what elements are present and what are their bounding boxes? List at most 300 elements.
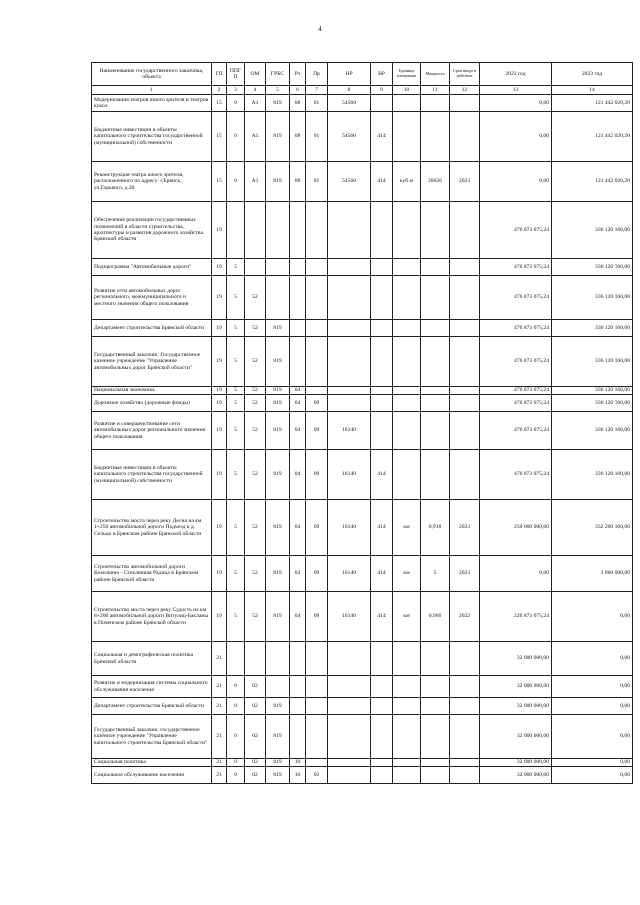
- cell-grbs: 819: [266, 395, 290, 412]
- cell-amount-2023: 0,00: [552, 715, 633, 759]
- column-index: 14: [552, 86, 633, 95]
- cell-ppgp: 0: [227, 759, 245, 767]
- cell-gp: 21: [212, 767, 227, 784]
- table-row: [92, 276, 633, 320]
- cell-amount-2022: 476 873 075,24: [480, 337, 552, 387]
- cell-om: А1: [245, 112, 266, 162]
- cell-capacity: [421, 450, 450, 500]
- cell-nr: 54560: [328, 112, 371, 162]
- cell-commission-date: [450, 320, 480, 337]
- cell-gp: 21: [212, 642, 227, 676]
- header-row: [92, 63, 633, 86]
- cell-nr: 16140: [328, 556, 371, 592]
- cell-commission-date: 2023: [450, 500, 480, 556]
- cell-amount-2023: 0,00: [552, 698, 633, 715]
- cell-ppgp: 0: [227, 715, 245, 759]
- cell-unit: [393, 715, 421, 759]
- cell-gp: 15: [212, 112, 227, 162]
- cell-ppgp: 5: [227, 556, 245, 592]
- cell-name: Реконструкция театра юного зрителя, расположенного по адресу: г.Брянск, ул.Горького, д.20: [92, 162, 212, 202]
- cell-gp: 19: [212, 387, 227, 395]
- cell-capacity: 0,918: [421, 500, 450, 556]
- cell-gp: 21: [212, 676, 227, 698]
- cell-vr: 414: [371, 556, 393, 592]
- cell-gp: 19: [212, 450, 227, 500]
- page-number: 4: [318, 25, 322, 33]
- column-index: 5: [266, 86, 290, 95]
- cell-grbs: 819: [266, 387, 290, 395]
- cell-pr: 09: [306, 395, 328, 412]
- cell-ppgp: 5: [227, 395, 245, 412]
- cell-unit: [393, 276, 421, 320]
- cell-vr: [371, 698, 393, 715]
- cell-amount-2022: 0,00: [480, 95, 552, 112]
- cell-unit: [393, 320, 421, 337]
- cell-rz: [290, 202, 306, 259]
- cell-vr: 414: [371, 450, 393, 500]
- cell-rz: 04: [290, 387, 306, 395]
- cell-rz: 04: [290, 556, 306, 592]
- column-index: 3: [227, 86, 245, 95]
- table-row: [92, 162, 633, 202]
- header-year-2023: 2023 год: [552, 63, 633, 86]
- cell-nr: [328, 676, 371, 698]
- table-row: [92, 500, 633, 556]
- header-gp: ГП: [212, 63, 227, 86]
- budget-table: [91, 62, 633, 784]
- column-index: 4: [245, 86, 266, 95]
- cell-gp: 21: [212, 698, 227, 715]
- cell-ppgp: 0: [227, 95, 245, 112]
- cell-vr: [371, 715, 393, 759]
- table-row: [92, 767, 633, 784]
- cell-name: Бюджетные инвестиции в объекты капитального строительства государственной (муниципальной) собственности: [92, 450, 212, 500]
- cell-ppgp: 0: [227, 698, 245, 715]
- cell-capacity: [421, 642, 450, 676]
- cell-ppgp: 5: [227, 412, 245, 450]
- cell-name: Подпрограмма "Автомобильные дороги": [92, 259, 212, 276]
- cell-nr: [328, 715, 371, 759]
- cell-amount-2023: 336 120 160,00: [552, 259, 633, 276]
- cell-rz: [290, 715, 306, 759]
- cell-amount-2023: 3 860 000,00: [552, 556, 633, 592]
- header-grbs: ГРБС: [266, 63, 290, 86]
- cell-name: Дорожное хозяйство (дорожные фонды): [92, 395, 212, 412]
- cell-amount-2022: 0,00: [480, 162, 552, 202]
- cell-name: Социальное обслуживание населения: [92, 767, 212, 784]
- cell-om: 52: [245, 412, 266, 450]
- table-row: [92, 556, 633, 592]
- table-row: [92, 202, 633, 259]
- cell-om: 52: [245, 276, 266, 320]
- cell-ppgp: [227, 642, 245, 676]
- cell-amount-2022: 32 000 000,00: [480, 759, 552, 767]
- cell-nr: [328, 642, 371, 676]
- cell-grbs: 819: [266, 320, 290, 337]
- cell-commission-date: [450, 676, 480, 698]
- cell-vr: 414: [371, 592, 393, 642]
- cell-amount-2022: 0,00: [480, 112, 552, 162]
- header-year-2022: 2022 год: [480, 63, 552, 86]
- cell-amount-2022: 476 873 075,24: [480, 202, 552, 259]
- cell-unit: куб.м: [393, 162, 421, 202]
- cell-grbs: [266, 276, 290, 320]
- cell-capacity: [421, 259, 450, 276]
- cell-amount-2023: 0,00: [552, 642, 633, 676]
- cell-ppgp: 0: [227, 767, 245, 784]
- cell-commission-date: 2023: [450, 162, 480, 202]
- cell-nr: [328, 276, 371, 320]
- cell-nr: [328, 337, 371, 387]
- cell-commission-date: [450, 259, 480, 276]
- cell-commission-date: [450, 276, 480, 320]
- cell-amount-2023: 336 120 160,00: [552, 450, 633, 500]
- table-row: [92, 592, 633, 642]
- cell-grbs: 819: [266, 698, 290, 715]
- cell-ppgp: 0: [227, 162, 245, 202]
- cell-gp: 19: [212, 500, 227, 556]
- cell-om: 02: [245, 715, 266, 759]
- table-row: [92, 676, 633, 698]
- cell-ppgp: [227, 202, 245, 259]
- cell-nr: [328, 767, 371, 784]
- cell-amount-2022: 32 000 000,00: [480, 698, 552, 715]
- column-index: 1: [92, 86, 212, 95]
- cell-commission-date: 2023: [450, 556, 480, 592]
- cell-amount-2022: 32 000 000,00: [480, 715, 552, 759]
- cell-om: 02: [245, 676, 266, 698]
- column-index-row: [92, 86, 633, 95]
- cell-rz: 08: [290, 112, 306, 162]
- cell-gp: 19: [212, 320, 227, 337]
- table-row: [92, 642, 633, 676]
- cell-pr: 09: [306, 450, 328, 500]
- cell-commission-date: [450, 698, 480, 715]
- cell-name: Строительство автомобильной дороги Козелкино - Стеклянная Радица в Брянском районе Брянской области: [92, 556, 212, 592]
- cell-grbs: [266, 676, 290, 698]
- cell-commission-date: 2022: [450, 592, 480, 642]
- cell-vr: [371, 759, 393, 767]
- cell-capacity: [421, 276, 450, 320]
- cell-unit: км: [393, 500, 421, 556]
- cell-capacity: [421, 202, 450, 259]
- cell-amount-2023: 336 120 160,00: [552, 337, 633, 387]
- cell-vr: [371, 320, 393, 337]
- cell-unit: [393, 767, 421, 784]
- cell-pr: 01: [306, 162, 328, 202]
- column-index: 6: [290, 86, 306, 95]
- cell-gp: 21: [212, 759, 227, 767]
- cell-pr: [306, 387, 328, 395]
- cell-capacity: [421, 337, 450, 387]
- cell-pr: 01: [306, 112, 328, 162]
- table-row: [92, 412, 633, 450]
- cell-name: Обеспечение реализации государственных полномочий в области строительства, архитектуры и развития дорожного хозяйства Брянской области: [92, 202, 212, 259]
- cell-amount-2022: 32 000 000,00: [480, 676, 552, 698]
- column-index: 11: [421, 86, 450, 95]
- header-rz: Рз: [290, 63, 306, 86]
- cell-rz: [290, 259, 306, 276]
- cell-grbs: 819: [266, 412, 290, 450]
- cell-gp: 19: [212, 592, 227, 642]
- cell-pr: [306, 715, 328, 759]
- cell-rz: 04: [290, 450, 306, 500]
- cell-vr: [371, 767, 393, 784]
- cell-vr: [371, 276, 393, 320]
- cell-grbs: [266, 642, 290, 676]
- cell-gp: 19: [212, 259, 227, 276]
- cell-pr: 09: [306, 412, 328, 450]
- cell-rz: [290, 337, 306, 387]
- cell-capacity: [421, 715, 450, 759]
- cell-vr: [371, 412, 393, 450]
- cell-commission-date: [450, 715, 480, 759]
- cell-capacity: [421, 112, 450, 162]
- table-row: [92, 112, 633, 162]
- cell-om: 02: [245, 698, 266, 715]
- cell-commission-date: [450, 387, 480, 395]
- cell-name: Развитие и совершенствование сети автомобильных дорог регионального значения общего пользования: [92, 412, 212, 450]
- cell-om: 52: [245, 320, 266, 337]
- cell-name: Национальная экономика: [92, 387, 212, 395]
- header-om: ОМ: [245, 63, 266, 86]
- cell-grbs: [266, 259, 290, 276]
- cell-amount-2022: 226 873 075,24: [480, 592, 552, 642]
- cell-vr: [371, 642, 393, 676]
- cell-ppgp: 5: [227, 276, 245, 320]
- column-index: 10: [393, 86, 421, 95]
- cell-nr: 16140: [328, 450, 371, 500]
- cell-name: Развитие и модернизация системы социального обслуживания населения: [92, 676, 212, 698]
- cell-capacity: [421, 320, 450, 337]
- table-row: [92, 698, 633, 715]
- cell-amount-2023: 336 120 160,00: [552, 202, 633, 259]
- cell-om: 52: [245, 337, 266, 387]
- cell-ppgp: 5: [227, 320, 245, 337]
- cell-nr: 54560: [328, 95, 371, 112]
- cell-grbs: 819: [266, 112, 290, 162]
- cell-capacity: [421, 395, 450, 412]
- cell-vr: [371, 676, 393, 698]
- cell-unit: [393, 676, 421, 698]
- cell-commission-date: [450, 337, 480, 387]
- cell-pr: [306, 337, 328, 387]
- cell-amount-2023: 336 120 160,00: [552, 276, 633, 320]
- header-name: Наименование государственного заказчика, объекта: [92, 63, 212, 86]
- cell-grbs: 819: [266, 759, 290, 767]
- cell-amount-2022: 476 873 075,24: [480, 387, 552, 395]
- cell-rz: 08: [290, 162, 306, 202]
- cell-nr: [328, 202, 371, 259]
- cell-rz: 08: [290, 95, 306, 112]
- table-row: [92, 395, 633, 412]
- cell-nr: 16140: [328, 500, 371, 556]
- cell-unit: [393, 112, 421, 162]
- cell-name: Строительство моста через реку Судость на км 8+200 автомобильной дороги Витулиц-Бакланы в Почепском районе Брянской области: [92, 592, 212, 642]
- cell-commission-date: [450, 112, 480, 162]
- cell-rz: [290, 698, 306, 715]
- cell-unit: [393, 450, 421, 500]
- cell-capacity: 28026: [421, 162, 450, 202]
- cell-amount-2023: 0,00: [552, 767, 633, 784]
- cell-vr: 414: [371, 500, 393, 556]
- table-row: [92, 387, 633, 395]
- column-index: 9: [371, 86, 393, 95]
- cell-name: Социальная и демографическая политика Брянской области: [92, 642, 212, 676]
- cell-unit: [393, 259, 421, 276]
- cell-commission-date: [450, 395, 480, 412]
- table-row: [92, 95, 633, 112]
- cell-vr: [371, 259, 393, 276]
- cell-rz: 10: [290, 767, 306, 784]
- header-capacity: Мощность: [421, 63, 450, 86]
- cell-om: 52: [245, 395, 266, 412]
- cell-unit: [393, 395, 421, 412]
- cell-pr: [306, 202, 328, 259]
- cell-vr: 414: [371, 162, 393, 202]
- cell-capacity: [421, 759, 450, 767]
- cell-gp: 19: [212, 202, 227, 259]
- cell-om: [245, 642, 266, 676]
- cell-rz: [290, 276, 306, 320]
- cell-rz: 10: [290, 759, 306, 767]
- cell-ppgp: 5: [227, 259, 245, 276]
- table-row: [92, 320, 633, 337]
- cell-grbs: [266, 202, 290, 259]
- cell-commission-date: [450, 767, 480, 784]
- table-row: [92, 259, 633, 276]
- cell-rz: 04: [290, 412, 306, 450]
- cell-name: Модернизация театров юного зрителя и театров кукол: [92, 95, 212, 112]
- cell-ppgp: 5: [227, 500, 245, 556]
- column-index: 2: [212, 86, 227, 95]
- cell-grbs: 819: [266, 500, 290, 556]
- cell-unit: [393, 387, 421, 395]
- table-body: [92, 95, 633, 784]
- cell-commission-date: [450, 412, 480, 450]
- cell-gp: 19: [212, 556, 227, 592]
- cell-om: 52: [245, 556, 266, 592]
- cell-grbs: 819: [266, 556, 290, 592]
- cell-om: 02: [245, 767, 266, 784]
- cell-vr: 414: [371, 112, 393, 162]
- cell-capacity: [421, 698, 450, 715]
- cell-nr: [328, 698, 371, 715]
- cell-amount-2023: 121 442 020,20: [552, 112, 633, 162]
- cell-unit: [393, 202, 421, 259]
- table-row: [92, 715, 633, 759]
- cell-nr: [328, 759, 371, 767]
- cell-capacity: [421, 676, 450, 698]
- cell-ppgp: 0: [227, 112, 245, 162]
- cell-nr: [328, 259, 371, 276]
- cell-name: Строительство моста через реку Десна на км 1+250 автомобильной дороги Подъезд к д. Сельцо в Брянском районе Брянской области: [92, 500, 212, 556]
- cell-pr: [306, 642, 328, 676]
- cell-amount-2022: 32 000 000,00: [480, 642, 552, 676]
- cell-unit: км: [393, 592, 421, 642]
- cell-amount-2022: 32 000 000,00: [480, 767, 552, 784]
- cell-grbs: 819: [266, 450, 290, 500]
- cell-amount-2022: 476 873 075,24: [480, 276, 552, 320]
- cell-gp: 15: [212, 162, 227, 202]
- cell-name: Государственный заказчик: государственное казённое учреждение "Управление капитального строительства Брянской области": [92, 715, 212, 759]
- cell-nr: 16140: [328, 412, 371, 450]
- cell-ppgp: 0: [227, 676, 245, 698]
- header-ppgp: ППГ П: [227, 63, 245, 86]
- cell-gp: 19: [212, 337, 227, 387]
- cell-unit: [393, 698, 421, 715]
- cell-nr: [328, 320, 371, 337]
- cell-commission-date: [450, 202, 480, 259]
- cell-commission-date: [450, 642, 480, 676]
- cell-amount-2023: 336 120 160,00: [552, 412, 633, 450]
- table-row: [92, 759, 633, 767]
- cell-amount-2023: 121 442 020,20: [552, 162, 633, 202]
- cell-name: Департамент строительства Брянской области: [92, 698, 212, 715]
- cell-pr: 09: [306, 556, 328, 592]
- cell-commission-date: [450, 759, 480, 767]
- cell-ppgp: 5: [227, 337, 245, 387]
- cell-pr: [306, 320, 328, 337]
- cell-grbs: 819: [266, 337, 290, 387]
- cell-rz: 04: [290, 500, 306, 556]
- cell-om: 52: [245, 387, 266, 395]
- cell-unit: [393, 95, 421, 112]
- column-index: 13: [480, 86, 552, 95]
- cell-vr: [371, 95, 393, 112]
- cell-pr: [306, 698, 328, 715]
- cell-ppgp: 5: [227, 592, 245, 642]
- cell-rz: [290, 676, 306, 698]
- column-index: 12: [450, 86, 480, 95]
- cell-pr: 01: [306, 95, 328, 112]
- cell-nr: [328, 387, 371, 395]
- cell-unit: [393, 642, 421, 676]
- cell-pr: [306, 259, 328, 276]
- cell-capacity: [421, 767, 450, 784]
- cell-unit: км: [393, 556, 421, 592]
- header-unit: Единица измерения: [393, 63, 421, 86]
- cell-om: 52: [245, 450, 266, 500]
- cell-amount-2023: 0,00: [552, 759, 633, 767]
- cell-commission-date: [450, 450, 480, 500]
- cell-grbs: 819: [266, 715, 290, 759]
- cell-pr: 02: [306, 767, 328, 784]
- cell-amount-2022: 476 873 075,24: [480, 395, 552, 412]
- cell-amount-2022: 0,00: [480, 556, 552, 592]
- cell-nr: [328, 395, 371, 412]
- cell-ppgp: 5: [227, 387, 245, 395]
- cell-amount-2022: 476 873 075,24: [480, 450, 552, 500]
- cell-gp: 21: [212, 715, 227, 759]
- cell-ppgp: 5: [227, 450, 245, 500]
- cell-amount-2023: 332 260 160,00: [552, 500, 633, 556]
- cell-amount-2023: 336 120 160,00: [552, 387, 633, 395]
- cell-capacity: [421, 387, 450, 395]
- cell-grbs: 819: [266, 767, 290, 784]
- cell-gp: 15: [212, 95, 227, 112]
- table-row: [92, 337, 633, 387]
- cell-capacity: [421, 95, 450, 112]
- cell-gp: 19: [212, 395, 227, 412]
- cell-pr: [306, 676, 328, 698]
- cell-amount-2023: 0,00: [552, 676, 633, 698]
- cell-capacity: [421, 412, 450, 450]
- cell-rz: [290, 320, 306, 337]
- cell-amount-2023: 336 120 160,00: [552, 395, 633, 412]
- header-vr: ВР: [371, 63, 393, 86]
- cell-gp: 19: [212, 276, 227, 320]
